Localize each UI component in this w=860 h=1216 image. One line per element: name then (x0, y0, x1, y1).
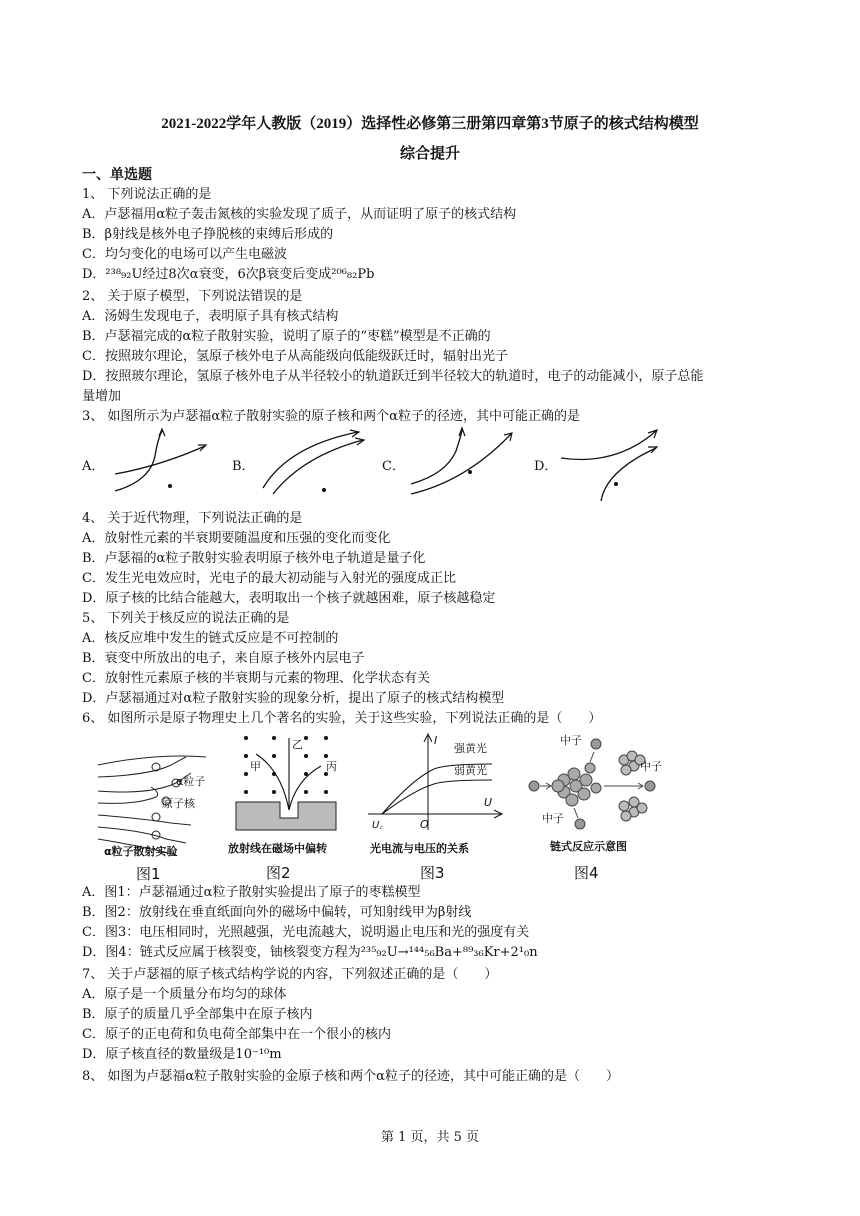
q3-option-b-label: B． (232, 459, 255, 474)
figure-4-label-neutron-bottom: 中子 (542, 812, 564, 825)
section-heading: 一、单选题 (82, 167, 152, 183)
figure-4-number: 图4 (574, 864, 599, 882)
question-2-option-c: C．按照玻尔理论，氢原子核外电子从高能级向低能级跃迁时，辐射出光子 (82, 349, 508, 364)
figure-3-photocurrent-graph (362, 730, 512, 885)
figure-1-label-alpha: α粒子 (176, 775, 206, 788)
figure-3-axis-i: I (434, 734, 438, 747)
question-2-option-a: A．汤姆生发现电子，表明原子具有核式结构 (82, 309, 339, 324)
question-4-stem: 4、 关于近代物理，下列说法正确的是 (82, 511, 303, 526)
q3-option-c-figure (406, 426, 516, 496)
figure-2-caption: 放射线在磁场中偏转 (228, 842, 327, 855)
question-1-option-b: B．β射线是核外电子挣脱核的束缚后形成的 (82, 227, 334, 242)
q3-option-a-figure (110, 426, 210, 496)
question-4-option-a: A．放射性元素的半衰期要随温度和压强的变化而变化 (82, 531, 391, 546)
figure-4-caption: 链式反应示意图 (550, 840, 627, 853)
figure-2-radiation-deflection (226, 730, 346, 885)
question-6-option-a: A．图1：卢瑟福通过α粒子散射实验提出了原子的枣糕模型 (82, 885, 421, 900)
question-6-option-c: C．图3：电压相同时，光照越强，光电流越大，说明遏止电压和光的强度有关 (82, 925, 530, 940)
question-6-stem: 6、 如图所示是原子物理史上几个著名的实验，关于这些实验，下列说法正确的是（ ） (82, 711, 602, 726)
figure-1-number: 图1 (136, 865, 161, 883)
question-1-stem: 1、 下列说法正确的是 (82, 187, 212, 202)
question-1-option-d: D．²³⁸₉₂U经过8次α衰变，6次β衰变后变成²⁰⁶₈₂Pb (82, 267, 375, 282)
figure-4-chain-reaction (524, 730, 674, 885)
document-title-line2: 综合提升 (399, 146, 460, 162)
figure-4-label-neutron-top: 中子 (560, 734, 582, 747)
question-5-stem: 5、 下列关于核反应的说法正确的是 (82, 611, 290, 626)
q3-option-b-figure (258, 426, 368, 496)
question-4-option-d: D．原子核的比结合能越大，表明取出一个核子就越困难，原子核越稳定 (82, 591, 496, 606)
question-2-option-d-cont: 量增加 (82, 389, 122, 404)
figure-3-number: 图3 (420, 864, 445, 882)
q3-option-a-label: A． (82, 459, 105, 474)
question-2-stem: 2、 关于原子模型，下列说法错误的是 (82, 289, 303, 304)
figure-3-label-strong: 强黄光 (454, 742, 487, 755)
figure-3-label-uc: U꜀ (372, 820, 383, 831)
q3-option-d-figure (556, 426, 666, 502)
question-5-option-a: A．核反应堆中发生的链式反应是不可控制的 (82, 631, 339, 646)
question-4-option-b: B．卢瑟福的α粒子散射实验表明原子核外电子轨道是量子化 (82, 551, 426, 566)
question-7-option-c: C．原子的正电荷和负电荷全部集中在一个很小的核内 (82, 1027, 391, 1042)
figure-2-number: 图2 (266, 864, 291, 882)
figure-3-origin: O (420, 818, 429, 831)
question-1-option-c: C．均匀变化的电场可以产生电磁波 (82, 247, 287, 262)
q3-option-c-label: C． (382, 459, 405, 474)
figure-1-label-nucleus: 原子核 (162, 797, 195, 810)
figure-3-caption: 光电流与电压的关系 (370, 842, 469, 855)
document-title-line1: 2021-2022学年人教版（2019）选择性必修第三册第四章第3节原子的核式结构模型 (161, 116, 699, 132)
question-7-option-a: A．原子是一个质量分布均匀的球体 (82, 987, 287, 1002)
q3-option-d-label: D． (534, 459, 558, 474)
figure-3-axis-u: U (484, 796, 493, 809)
question-5-option-c: C．放射性元素原子核的半衰期与元素的物理、化学状态有关 (82, 671, 430, 686)
figure-3-label-weak: 弱黄光 (454, 764, 487, 777)
question-5-option-d: D．卢瑟福通过对α粒子散射实验的现象分析，提出了原子的核式结构模型 (82, 691, 505, 706)
question-2-option-d: D．按照玻尔理论，氢原子核外电子从半径较小的轨道跃迁到半径较大的轨道时，电子的动能减小，原子总能 (82, 369, 704, 384)
question-6-option-b: B．图2：放射线在垂直纸面向外的磁场中偏转，可知射线甲为β射线 (82, 905, 472, 920)
figure-2-label-jia: 甲 (250, 760, 261, 773)
question-1-option-a: A．卢瑟福用α粒子轰击氮核的实验发现了质子，从而证明了原子的核式结构 (82, 207, 517, 222)
question-7-option-b: B．原子的质量几乎全部集中在原子核内 (82, 1007, 313, 1022)
figure-2-label-yi: 乙 (292, 738, 303, 751)
question-7-stem: 7、 关于卢瑟福的原子核式结构学说的内容，下列叙述正确的是（ ） (82, 967, 498, 982)
figure-4-label-neutron-right: 中子 (640, 760, 662, 773)
question-5-option-b: B．衰变中所放出的电子，来自原子核外内层电子 (82, 651, 365, 666)
question-6-option-d: D．图4：链式反应属于核裂变，铀核裂变方程为²³⁵₉₂U→¹⁴⁴₅₆Ba+⁸⁹₃₆Kr+2¹₀n (82, 945, 538, 960)
question-7-option-d: D．原子核直径的数量级是10⁻¹⁰m (82, 1047, 282, 1062)
figure-1-alpha-scattering (96, 735, 216, 885)
page-footer: 第 1 页，共 5 页 (380, 1130, 480, 1145)
question-4-option-c: C．发生光电效应时，光电子的最大初动能与入射光的强度成正比 (82, 571, 456, 586)
figure-2-label-bing: 丙 (326, 760, 337, 773)
figure-1-caption: α粒子散射实验 (104, 845, 178, 858)
question-3-stem: 3、 如图所示为卢瑟福α粒子散射实验的原子核和两个α粒子的径迹，其中可能正确的是 (82, 409, 580, 424)
question-2-option-b: B．卢瑟福完成的α粒子散射实验，说明了原子的“枣糕”模型是不正确的 (82, 329, 491, 344)
question-8-stem: 8、 如图为卢瑟福α粒子散射实验的金原子核和两个α粒子的径迹，其中可能正确的是（ ） (82, 1069, 619, 1084)
